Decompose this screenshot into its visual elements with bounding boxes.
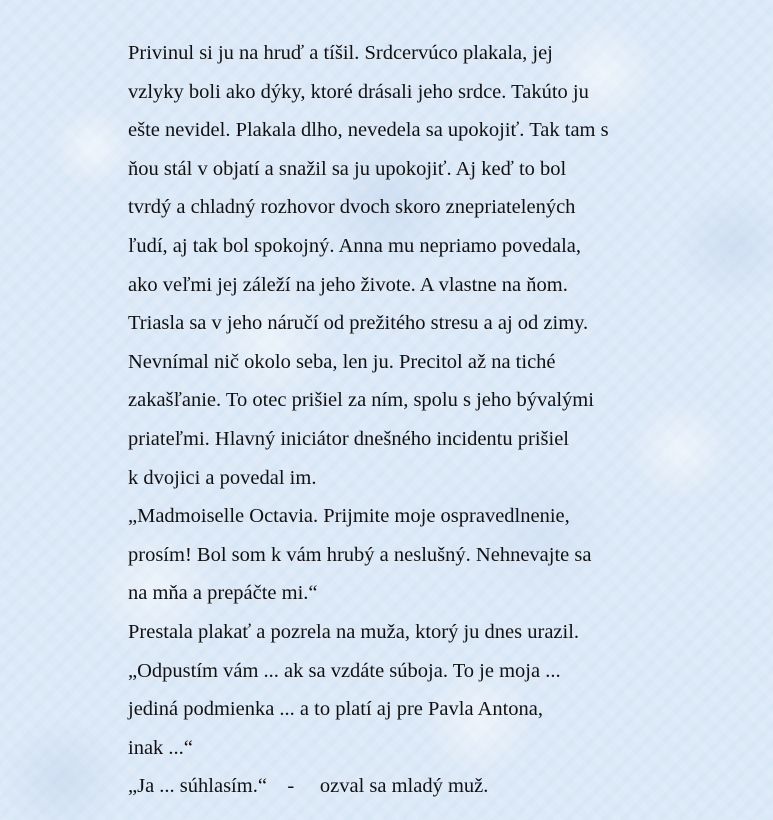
text-line: Nevnímal nič okolo seba, len ju. Precitol až na tiché [128,350,556,373]
text-line: vzlyky boli ako dýky, ktoré drásali jeho srdce. Takúto ju [128,80,589,103]
text-line: prosím! Bol som k vám hrubý a neslušný. Nehnevajte sa [128,543,592,566]
text-line: Privinul si ju na hruď a tíšil. Srdcervúco plakala, jej [128,42,553,64]
text-line: ako veľmi jej záleží na jeho živote. A vlastne na ňom. [128,273,568,296]
text-line: k dvojici a povedal im. [128,466,317,489]
text-line: zakašľanie. To otec prišiel za ním, spolu s jeho bývalými [128,389,594,412]
text-line: ňou stál v objatí a snažil sa ju upokojiť. Aj keď to bol [128,157,567,180]
text-line: Triasla sa v jeho náručí od prežitého stresu a aj od zimy. [128,312,589,335]
text-line: inak ...“ [128,736,193,759]
text-line: „Odpustím vám ... ak sa vzdáte súboja. To je moja ... [128,659,561,682]
text-line: na mňa a prepáčte mi.“ [128,582,318,605]
text-line: Prestala plakať a pozrela na muža, ktorý ju dnes urazil. [128,620,580,643]
text-line: ešte nevidel. Plakala dlho, nevedela sa upokojiť. Tak tam s [128,119,609,142]
text-line: „Ja ... súhlasím.“ - ozval sa mladý muž. [128,775,489,798]
text-line: ľudí, aj tak bol spokojný. Anna mu nepriamo povedala, [128,234,581,257]
text-line: tvrdý a chladný rozhovor dvoch skoro znepriatelených [128,196,576,219]
text-line: „Madmoiselle Octavia. Prijmite moje ospravedlnenie, [128,505,570,528]
story-text [128,34,668,806]
text-line: jediná podmienka ... a to platí aj pre Pavla Antona, [128,698,544,721]
text-line: priateľmi. Hlavný iniciátor dnešného incidentu prišiel [128,427,569,450]
